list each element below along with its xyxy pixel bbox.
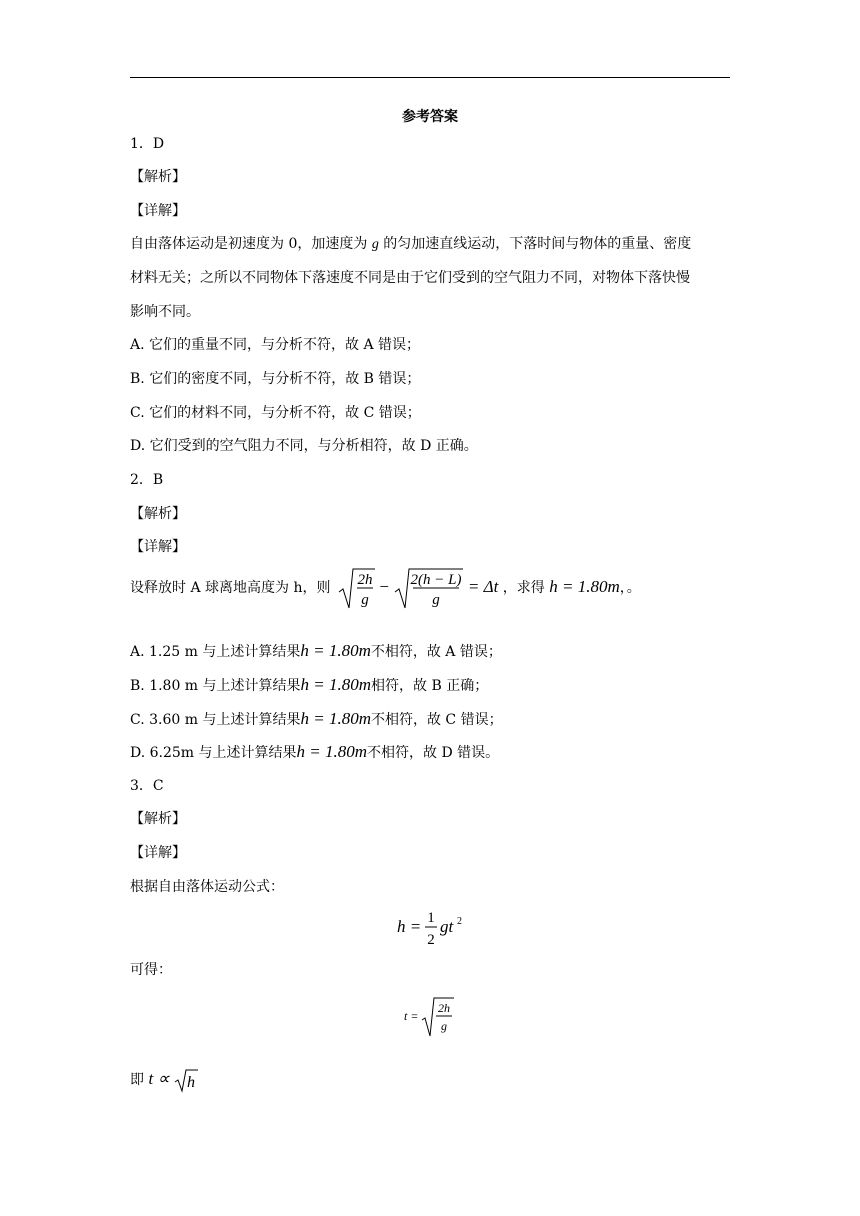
q3-eq1-lhs: h = <box>397 917 422 936</box>
q3-eq2-den: g <box>441 1019 447 1033</box>
q2-f-den2: g <box>432 592 441 608</box>
q3-eq1-rhs: gt <box>440 917 454 936</box>
q1-option-d: D. 它们受到的空气阻力不同，与分析相符，故 D 正确。 <box>130 438 478 454</box>
q2-answer: 2．B <box>130 472 164 488</box>
q3-sqrt-h <box>174 1067 198 1093</box>
q3-analysis-label: 【解析】 <box>130 811 186 827</box>
q2-sqrt-1 <box>337 566 375 610</box>
q2-f-den1: g <box>361 592 369 608</box>
q3-lead: 根据自由落体运动公式： <box>130 879 284 895</box>
q1-answer: 1．D <box>130 136 165 152</box>
q1-para-line3: 影响不同。 <box>130 304 200 320</box>
q3-eq2-lhs: t = <box>404 1009 419 1023</box>
q2-option-c: C. 3.60 m 与上述计算结果h = 1.80m不相符，故 C 错误； <box>130 709 503 728</box>
q1-para-line1: 自由落体运动是初速度为 0，加速度为 g 的匀加速直线运动，下落时间与物体的重量、密度 <box>130 236 692 252</box>
q3-eq2-num: 2h <box>438 1001 450 1015</box>
header-rule <box>130 77 730 78</box>
q1-option-a: A. 它们的重量不同，与分析不符，故 A 错误； <box>130 337 421 353</box>
q2-option-a: A. 1.25 m 与上述计算结果h = 1.80m不相符，故 A 错误； <box>130 641 502 660</box>
q3-eq1-num: 1 <box>427 910 435 926</box>
q2-f-num1: 2h <box>357 572 373 588</box>
q2-analysis-label: 【解析】 <box>130 506 186 522</box>
q1-option-c: C. 它们的材料不同，与分析不符，故 C 错误； <box>130 405 421 421</box>
q2-detail-label: 【详解】 <box>130 539 186 555</box>
page-title: 参考答案 <box>402 109 458 125</box>
q3-equation-1 <box>395 904 475 950</box>
q2-option-d: D. 6.25m 与上述计算结果h = 1.80m不相符，故 D 错误。 <box>130 742 500 761</box>
q3-eq1-den: 2 <box>427 932 435 948</box>
q2-f-num2: 2(h − L) <box>410 572 462 588</box>
q1-para-line2: 材料无关；之所以不同物体下落速度不同是由于它们受到的空气阻力不同，对物体下落快慢 <box>130 270 690 286</box>
q3-prop-h: h <box>187 1074 196 1091</box>
q3-proportional-line: 即 t ∝ h <box>130 1066 198 1093</box>
q2-sqrt-2 <box>393 566 463 610</box>
q1-detail-label: 【详解】 <box>130 203 186 219</box>
q3-equation-2 <box>402 994 462 1040</box>
q1-analysis-label: 【解析】 <box>130 169 186 185</box>
q3-keyi: 可得： <box>130 962 172 978</box>
q3-answer: 3．C <box>130 778 164 794</box>
q2-option-b: B. 1.80 m 与上述计算结果h = 1.80m相符，故 B 正确； <box>130 675 489 694</box>
q3-eq1-exp: 2 <box>457 916 462 927</box>
q3-detail-label: 【详解】 <box>130 845 186 861</box>
q2-equation-line: 设释放时 A 球离地高度为 h，则 2h g − 2(h − L) g = Δt ，求得 h = 1.80m，。 <box>130 566 641 610</box>
q1-option-b: B. 它们的密度不同，与分析不符，故 B 错误； <box>130 371 421 387</box>
